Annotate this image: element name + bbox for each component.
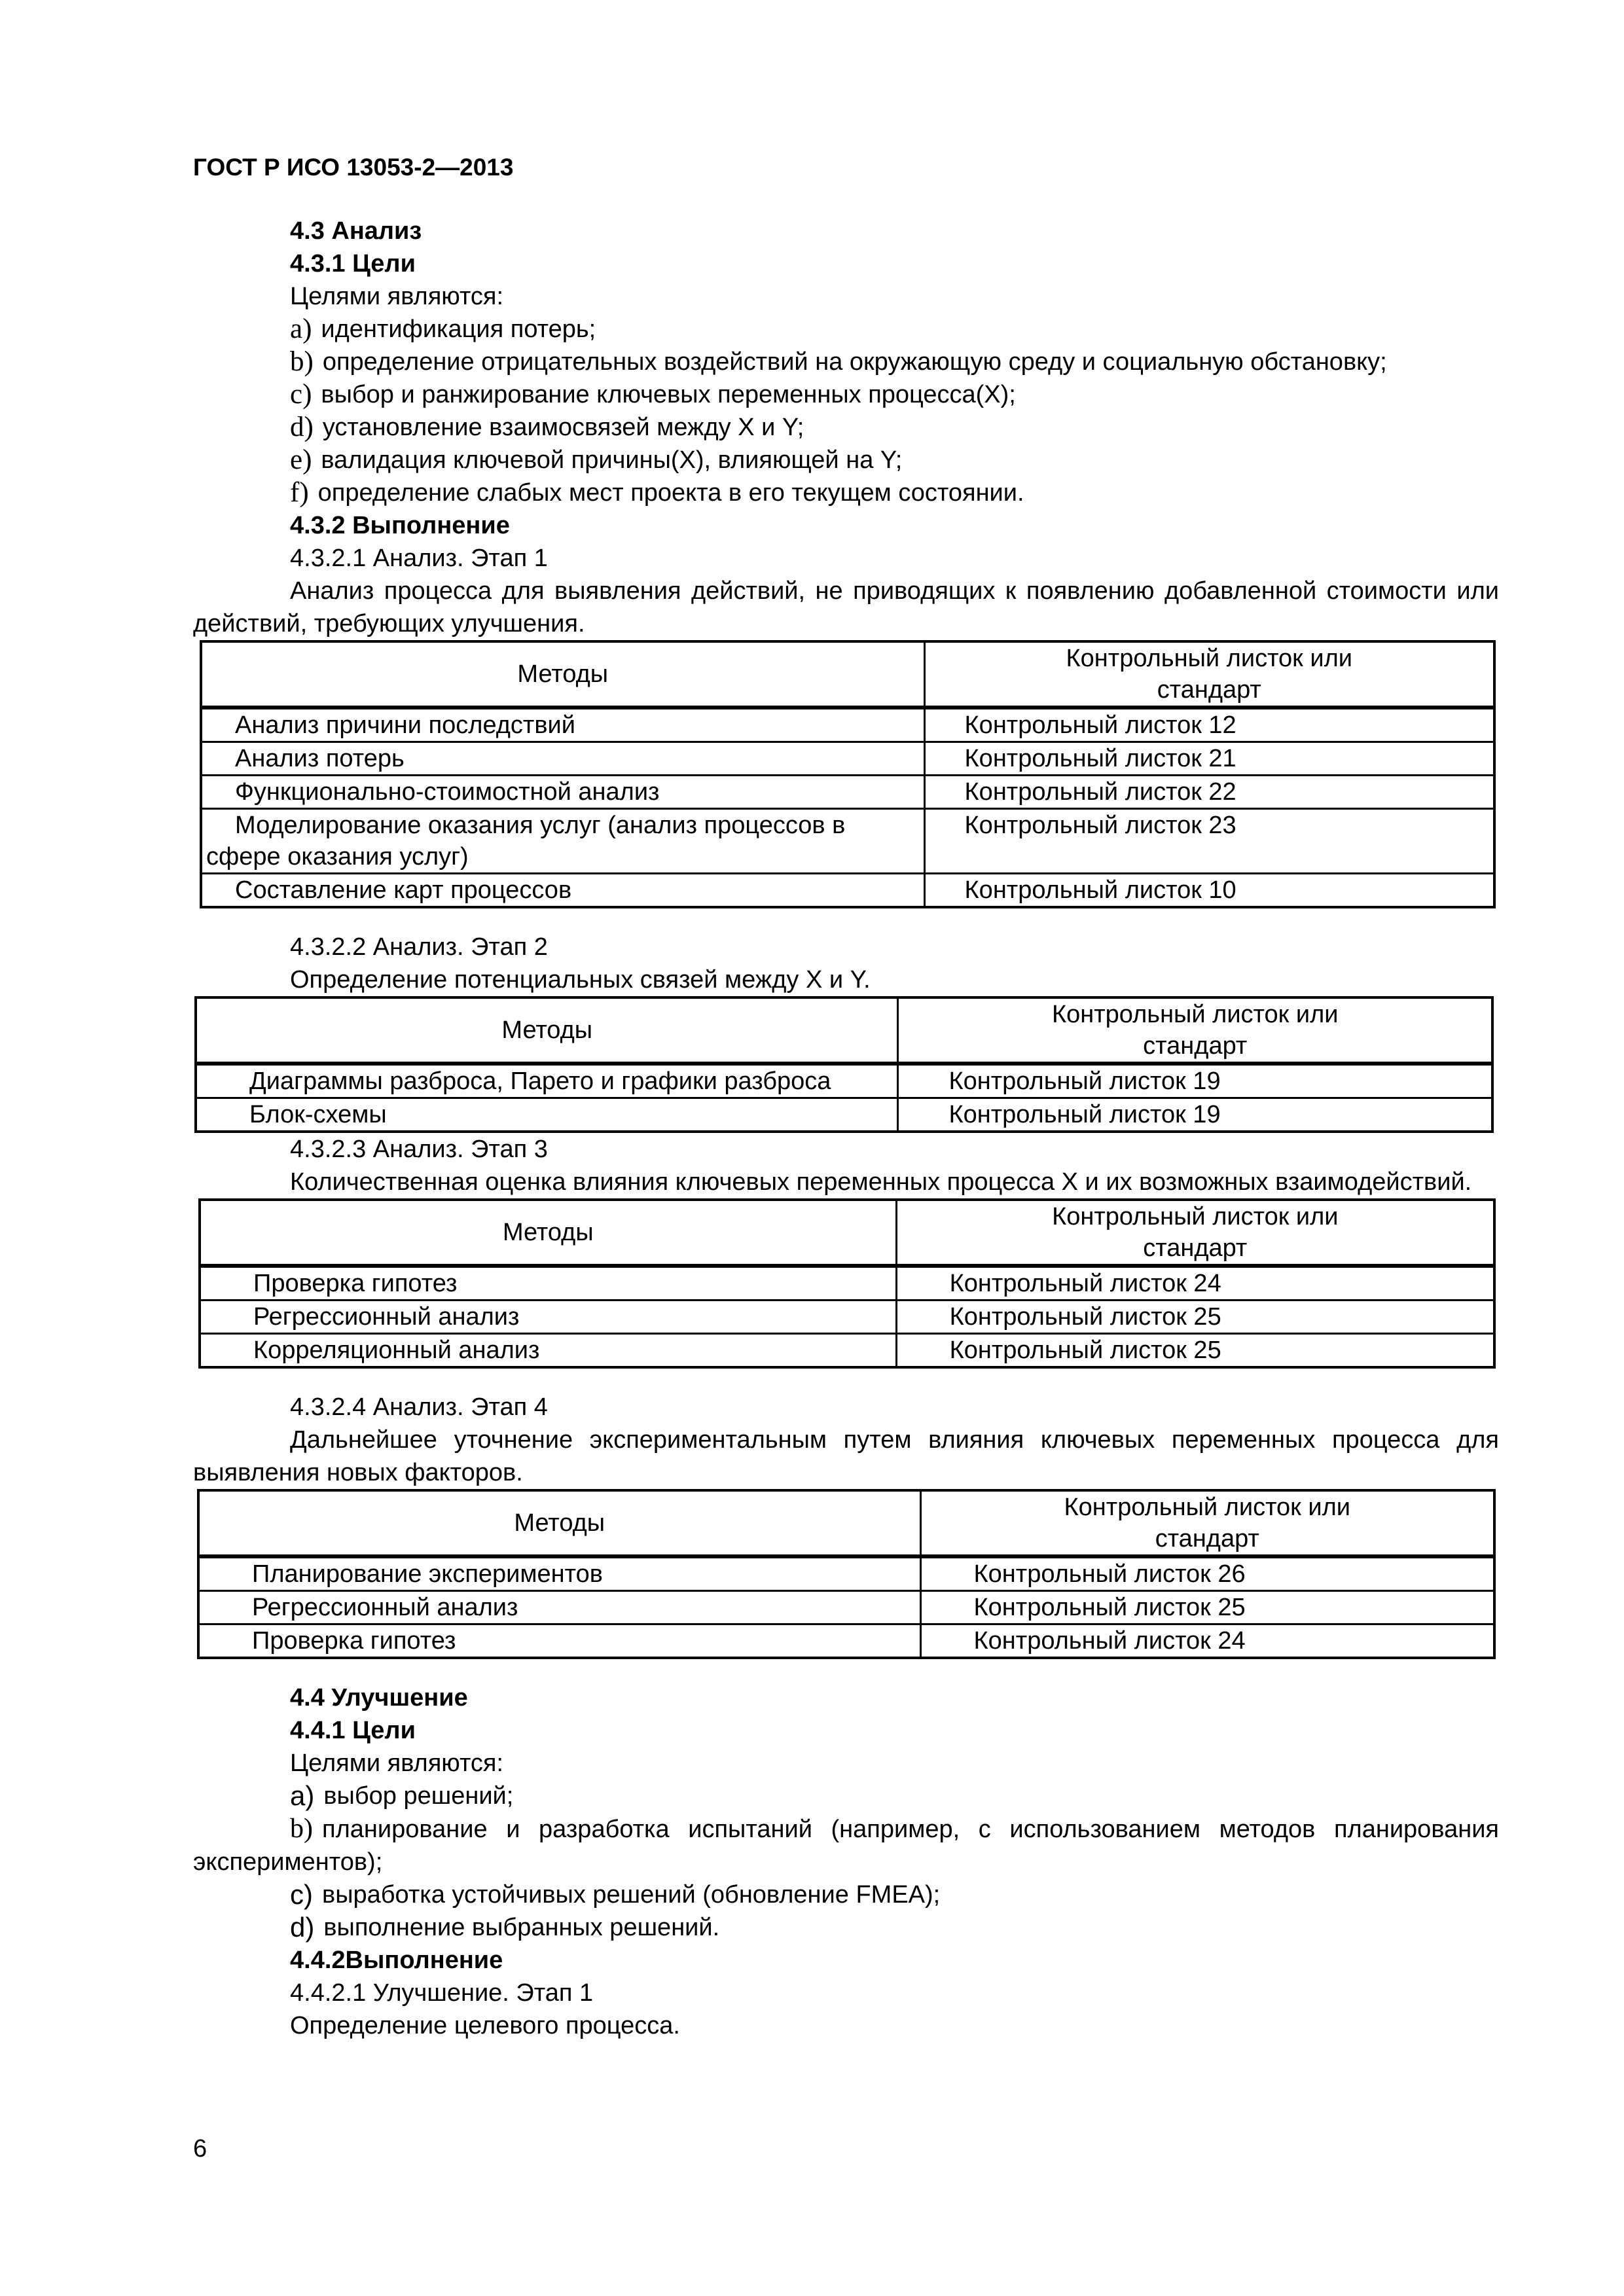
table-header-row [196, 997, 1492, 1064]
list-item: e) валидация ключевой причины(X), влияющей на Y; [290, 444, 903, 475]
table-row: Анализ потерь Контрольный листок 21 [201, 742, 1494, 776]
table-row: Проверка гипотез Контрольный листок 24 [198, 1624, 1494, 1659]
table-row: Составление карт процессов Контрольный листок 10 [201, 874, 1494, 908]
methods-table [200, 640, 1496, 908]
methods-table [198, 1198, 1496, 1369]
list-item: a) идентификация потерь; [290, 314, 596, 344]
subsection-title: 4.4.2Выполнение [290, 1946, 503, 1974]
table-row: Диаграммы разброса, Парето и графики разброса Контрольный листок 19 [196, 1064, 1492, 1098]
table-header-cell: Методы [198, 1490, 920, 1556]
subsection-title: 4.3.2 Выполнение [290, 512, 510, 539]
step-text: Дальнейшее уточнение экспериментальным путем влияния ключевых переменных процесса для выявления новых факторов. [193, 1426, 1499, 1486]
table-row: Моделирование оказания услуг (анализ процессов в сфере оказания услуг) Контрольный листок 23 [201, 809, 1494, 874]
list-item: b) планирование и разработка испытаний (например, с использованием методов планирования экспериментов); [193, 1814, 1499, 1876]
step-title: 4.4.2.1 Улучшение. Этап 1 [290, 1979, 594, 2007]
table-header-cell: Методы [196, 997, 898, 1064]
list-item: a) выбор решений; [290, 1780, 514, 1811]
table-header-cell: Контрольный листок или стандарт [896, 1200, 1494, 1266]
methods-table [197, 1489, 1496, 1659]
page-content [193, 215, 1499, 2042]
document-header: ГОСТ Р ИСО 13053-2—2013 [193, 154, 514, 181]
subsection-title: 4.3.1 Цели [290, 250, 416, 278]
list-item: c) выбор и ранжирование ключевых переменных процесса(X); [290, 379, 1016, 410]
step-title: 4.3.2.2 Анализ. Этап 2 [290, 933, 548, 961]
step-title: 4.3.2.3 Анализ. Этап 3 [290, 1136, 548, 1163]
list-item: c) выработка устойчивых решений (обновление FMEA); [290, 1879, 941, 1910]
subsection-title: 4.4.1 Цели [290, 1717, 416, 1744]
table-header-cell: Контрольный листок или стандарт [924, 641, 1494, 708]
table-row: Корреляционный анализ Контрольный листок 25 [200, 1334, 1494, 1368]
table-header-cell: Контрольный листок или стандарт [898, 997, 1492, 1064]
table-header-cell: Контрольный листок или стандарт [920, 1490, 1494, 1556]
list-item: d) установление взаимосвязей между X и Y; [290, 412, 804, 442]
table-header-row [198, 1490, 1494, 1556]
table-row: Регрессионный анализ Контрольный листок 25 [200, 1300, 1494, 1334]
list-item: f) определение слабых мест проекта в его текущем состоянии. [290, 477, 1024, 508]
table-row: Регрессионный анализ Контрольный листок 25 [198, 1591, 1494, 1624]
table-header-cell: Методы [200, 1200, 896, 1266]
section-title: 4.4 Улучшение [290, 1684, 468, 1712]
table-row: Планирование экспериментов Контрольный листок 26 [198, 1556, 1494, 1591]
table-header-cell: Методы [201, 641, 924, 708]
table-row: Блок-схемы Контрольный листок 19 [196, 1098, 1492, 1132]
table-row: Проверка гипотез Контрольный листок 24 [200, 1266, 1494, 1300]
step-text: Количественная оценка влияния ключевых переменных процесса X и их возможных взаимодействий. [290, 1168, 1472, 1196]
intro-text: Целями являются: [290, 283, 504, 310]
page-number: 6 [193, 2135, 208, 2162]
section-title: 4.3 Анализ [290, 217, 422, 245]
list-item: b) определение отрицательных воздействий на окружающую среду и социальную обстановку; [290, 346, 1387, 377]
methods-table [194, 996, 1494, 1133]
step-title: 4.3.2.1 Анализ. Этап 1 [290, 545, 548, 572]
table-header-row [200, 1200, 1494, 1266]
table-header-row [201, 641, 1494, 708]
intro-text: Целями являются: [290, 1749, 504, 1777]
step-text: Определение потенциальных связей между X и Y. [290, 966, 871, 994]
table-row: Анализ причини последствий Контрольный листок 12 [201, 708, 1494, 742]
step-text: Анализ процесса для выявления действий, не приводящих к появлению добавленной стоимости или действий, требующих улучшения. [193, 577, 1499, 637]
step-text: Определение целевого процесса. [290, 2012, 680, 2039]
table-row: Функционально-стоимостной анализ Контрольный листок 22 [201, 776, 1494, 809]
step-title: 4.3.2.4 Анализ. Этап 4 [290, 1393, 548, 1421]
list-item: d) выполнение выбранных решений. [290, 1912, 720, 1943]
